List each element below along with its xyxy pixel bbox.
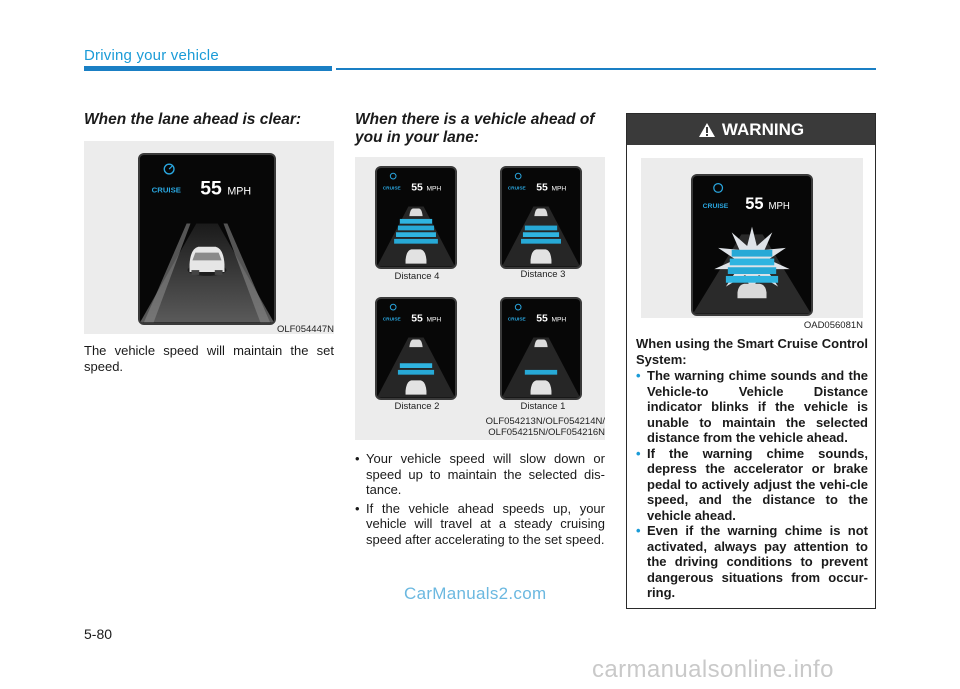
distance-bar: [523, 232, 559, 237]
warning-figure-code: OAD056081N: [803, 320, 863, 331]
speed-unit: MPH: [551, 185, 567, 193]
distance-3-display: [500, 166, 582, 269]
warning-intro: When using the Smart Cruise Control System:: [636, 336, 868, 367]
lead-vehicle-icon: [409, 208, 422, 216]
svg-text:MPH: MPH: [227, 185, 252, 198]
own-vehicle-icon: [531, 249, 552, 263]
speed-unit: MPH: [426, 316, 442, 324]
vehicle-ahead-figure: [355, 157, 605, 440]
speed-value: 55: [411, 313, 423, 325]
own-vehicle-icon: [406, 249, 427, 263]
speed-value: 55: [536, 182, 548, 194]
header-rule-thick: [84, 66, 332, 71]
vehicle-icon: [188, 247, 227, 276]
lane-clear-figure: [84, 141, 334, 334]
own-vehicle-icon: [531, 380, 552, 394]
distance-bar: [521, 239, 561, 244]
figure-codes: [455, 416, 605, 438]
left-body: The vehicle speed will maintain the set speed.: [84, 343, 334, 374]
cruise-label: CRUISE: [151, 185, 181, 195]
warning-bullets: [636, 368, 868, 601]
distance-bar: [398, 370, 434, 375]
section-title: Driving your vehicle: [84, 47, 219, 64]
list-item: • If the vehicle ahead speeds up, your vehicle will travel at a steady cruising speed after accelerating to the set speed.: [355, 500, 605, 547]
warning-box: [626, 113, 876, 609]
speed-unit: MPH: [426, 185, 442, 193]
distance-3-label: Distance 3: [520, 269, 566, 280]
watermark: CarManuals2.com: [404, 584, 547, 603]
distance-bar: [400, 219, 432, 224]
cruise-label: CRUISE: [382, 186, 401, 192]
own-vehicle-icon: [406, 380, 427, 394]
cruise-label: CRUISE: [507, 186, 526, 192]
lead-vehicle-icon: [534, 339, 547, 347]
warning-header: [627, 114, 875, 145]
distance-bar: [525, 370, 557, 375]
distance-4-display: [375, 166, 457, 269]
distance-bar: [398, 226, 434, 231]
distance-2-display: [375, 297, 457, 400]
middle-heading: When there is a vehicle ahead of you in your lane:: [355, 111, 595, 146]
cruise-label: CRUISE: [382, 317, 401, 323]
figure-code-line-1: OLF054213N/OLF054214N/: [485, 416, 605, 427]
svg-text:55: 55: [200, 177, 222, 200]
left-heading: When the lane ahead is clear:: [84, 111, 302, 128]
figure-code-line-2: OLF054215N/OLF054216N: [488, 427, 605, 438]
speed-value: 55: [536, 313, 548, 325]
warning-cluster-graphic: [693, 176, 811, 314]
lead-vehicle-icon: [534, 208, 547, 216]
svg-text:55: 55: [745, 195, 764, 214]
lead-vehicle-icon: [409, 339, 422, 347]
cluster-graphic: [140, 155, 274, 323]
figure-code: OLF054447N: [276, 324, 334, 335]
header-rule-thin: [336, 68, 876, 70]
cluster-display: [138, 153, 276, 325]
distance-2-label: Distance 2: [394, 401, 440, 412]
speed-value: 55: [411, 182, 423, 194]
warning-cluster-display: [691, 174, 813, 316]
list-item: • Your vehicle speed will slow down or speed up to maintain the selected dis-tance.: [355, 451, 605, 497]
page-number: 5-80: [84, 626, 113, 642]
svg-text:MPH: MPH: [768, 201, 790, 213]
list-item: • If the warning chime sounds, depress the accelerator or brake pedal to actively adjust the vehi-cle speed, and the distance to the vehicle ahead.: [636, 445, 868, 523]
distance-1-display: [500, 297, 582, 400]
warning-figure: [641, 158, 863, 318]
list-item: • The warning chime sounds and the Vehicle-to Vehicle Distance indicator blinks if the vehicle is unable to maintain the selected distance from the vehicle ahead.: [636, 368, 868, 445]
middle-bullets: [355, 451, 605, 550]
distance-bar: [394, 239, 438, 244]
cruise-label: CRUISE: [507, 317, 526, 323]
list-item: • Even if the warning chime is not activated, always pay attention to the driving conditions to prevent dangerous situations from occur-ring.: [636, 523, 868, 600]
distance-1-label: Distance 1: [520, 401, 566, 412]
svg-text:CRUISE: CRUISE: [702, 203, 729, 211]
speed-unit: MPH: [551, 316, 567, 324]
distance-bar: [396, 232, 436, 237]
warning-triangle-icon: [698, 122, 716, 138]
distance-bar: [525, 226, 557, 231]
distance-4-label: Distance 4: [394, 271, 440, 282]
warning-title: WARNING: [721, 119, 805, 139]
site-footer: carmanualsonline.info: [592, 656, 834, 683]
distance-bar: [400, 363, 432, 368]
